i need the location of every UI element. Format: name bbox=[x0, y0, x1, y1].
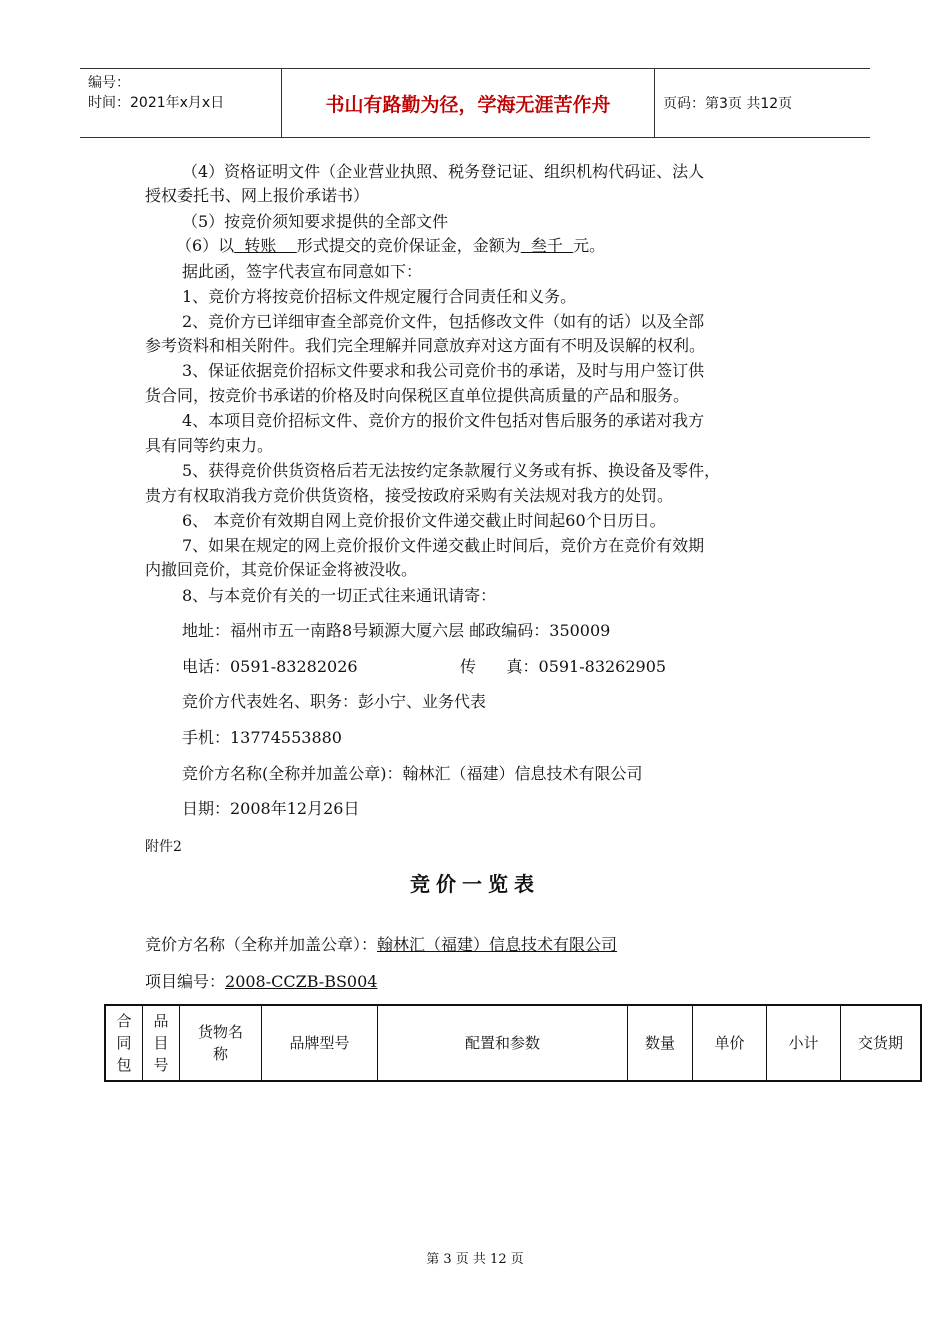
transfer-method: 转账 bbox=[234, 236, 297, 255]
line-6: 1、竞价方将按竞价招标文件规定履行合同责任和义务。 bbox=[182, 287, 577, 306]
col-item-no: 品 目 号 bbox=[143, 1005, 180, 1081]
fax: 传 真：0591-83262905 bbox=[460, 657, 667, 676]
mobile: 手机：13774553880 bbox=[182, 728, 342, 747]
line-5: 据此函，签字代表宣布同意如下： bbox=[182, 262, 423, 281]
line-18: 8、与本竞价有关的一切正式往来通讯请寄： bbox=[182, 586, 497, 605]
time-label: 时间：2021年x月x日 bbox=[88, 95, 225, 111]
line-15: 6、 本竞价有效期自网上竞价报价文件递交截止时间起60个日历日。 bbox=[182, 511, 666, 530]
telephone: 电话：0591-83282026 bbox=[182, 657, 358, 676]
header-meta bbox=[80, 69, 282, 137]
project-label: 项目编号： bbox=[145, 972, 226, 991]
line-7: 2、竞价方已详细审查全部竞价文件，包括修改文件（如有的话）以及全部 bbox=[182, 312, 705, 331]
col-goods-name: 货物名 称 bbox=[180, 1005, 262, 1081]
bidder-line bbox=[145, 933, 617, 957]
address: 地址：福州市五一南路8号颖源大厦六层 邮政编码：350009 bbox=[182, 621, 611, 640]
line-13: 5、获得竞价供货资格后若无法按约定条款履行义务或有拆、换设备及零件， bbox=[182, 461, 721, 480]
line-1: （4）资格证明文件（企业营业执照、税务登记证、组织机构代码证、法人 bbox=[182, 162, 705, 181]
line-14: 贵方有权取消我方竞价供货资格，接受按政府采购有关法规对我方的处罚。 bbox=[145, 486, 674, 505]
header-page-info: 页码：第3页 共12页 bbox=[663, 96, 793, 112]
deposit-amount: 叁千 bbox=[520, 236, 574, 255]
section-title: 竞价一览表 bbox=[410, 872, 540, 896]
annex-label: 附件2 bbox=[145, 839, 182, 855]
col-contract-package: 合 同 包 bbox=[105, 1005, 143, 1081]
line-8: 参考资料和相关附件。我们完全理解并同意放弃对这方面有不明及误解的权利。 bbox=[145, 336, 706, 355]
col-unit-price: 单价 bbox=[693, 1005, 767, 1081]
sign-date: 日期：2008年12月26日 bbox=[182, 799, 360, 818]
project-line bbox=[145, 970, 377, 994]
line-2: 授权委托书、网上报价承诺书） bbox=[145, 186, 370, 205]
line-3: （5）按竞价须知要求提供的全部文件 bbox=[182, 212, 449, 231]
bidder-label: 竞价方名称（全称并加盖公章）： bbox=[145, 935, 378, 954]
col-subtotal: 小计 bbox=[767, 1005, 841, 1081]
table-header-row bbox=[105, 1005, 921, 1081]
line-16: 7、如果在规定的网上竞价报价文件递交截止时间后，竞价方在竞价有效期 bbox=[182, 536, 705, 555]
line-10: 货合同，按竞价书承诺的价格及时向保税区直单位提供高质量的产品和服务。 bbox=[145, 386, 690, 405]
line-4-a: （6）以 bbox=[176, 236, 235, 255]
line-4 bbox=[176, 234, 605, 258]
bidder-value: 翰林汇（福建）信息技术有限公司 bbox=[377, 935, 618, 954]
line-11: 4、本项目竞价招标文件、竞价方的报价文件包括对售后服务的承诺对我方 bbox=[182, 411, 705, 430]
line-9: 3、保证依据竞价招标文件要求和我公司竞价书的承诺，及时与用户签订供 bbox=[182, 361, 705, 380]
price-summary-table bbox=[104, 1004, 922, 1082]
col-delivery: 交货期 bbox=[841, 1005, 922, 1081]
company-name: 竞价方名称(全称并加盖公章)：翰林汇（福建）信息技术有限公司 bbox=[182, 764, 643, 783]
col-config: 配置和参数 bbox=[378, 1005, 628, 1081]
project-value: 2008-CCZB-BS004 bbox=[225, 972, 378, 991]
line-4-c: 形式提交的竞价保证金，金额为 bbox=[296, 236, 521, 255]
line-12: 具有同等约束力。 bbox=[145, 436, 274, 455]
header-motto: 书山有路勤为径，学海无涯苦作舟 bbox=[282, 69, 655, 137]
representative: 竞价方代表姓名、职务：彭小宁、业务代表 bbox=[182, 692, 487, 711]
col-brand-model: 品牌型号 bbox=[262, 1005, 378, 1081]
line-4-e: 元。 bbox=[573, 236, 606, 255]
col-quantity: 数量 bbox=[628, 1005, 693, 1081]
page-header bbox=[80, 68, 870, 138]
line-17: 内撤回竞价，其竞价保证金将被没收。 bbox=[145, 560, 418, 579]
page-footer: 第 3 页 共 12 页 bbox=[426, 1252, 524, 1267]
doc-number-label: 编号： bbox=[88, 75, 130, 91]
